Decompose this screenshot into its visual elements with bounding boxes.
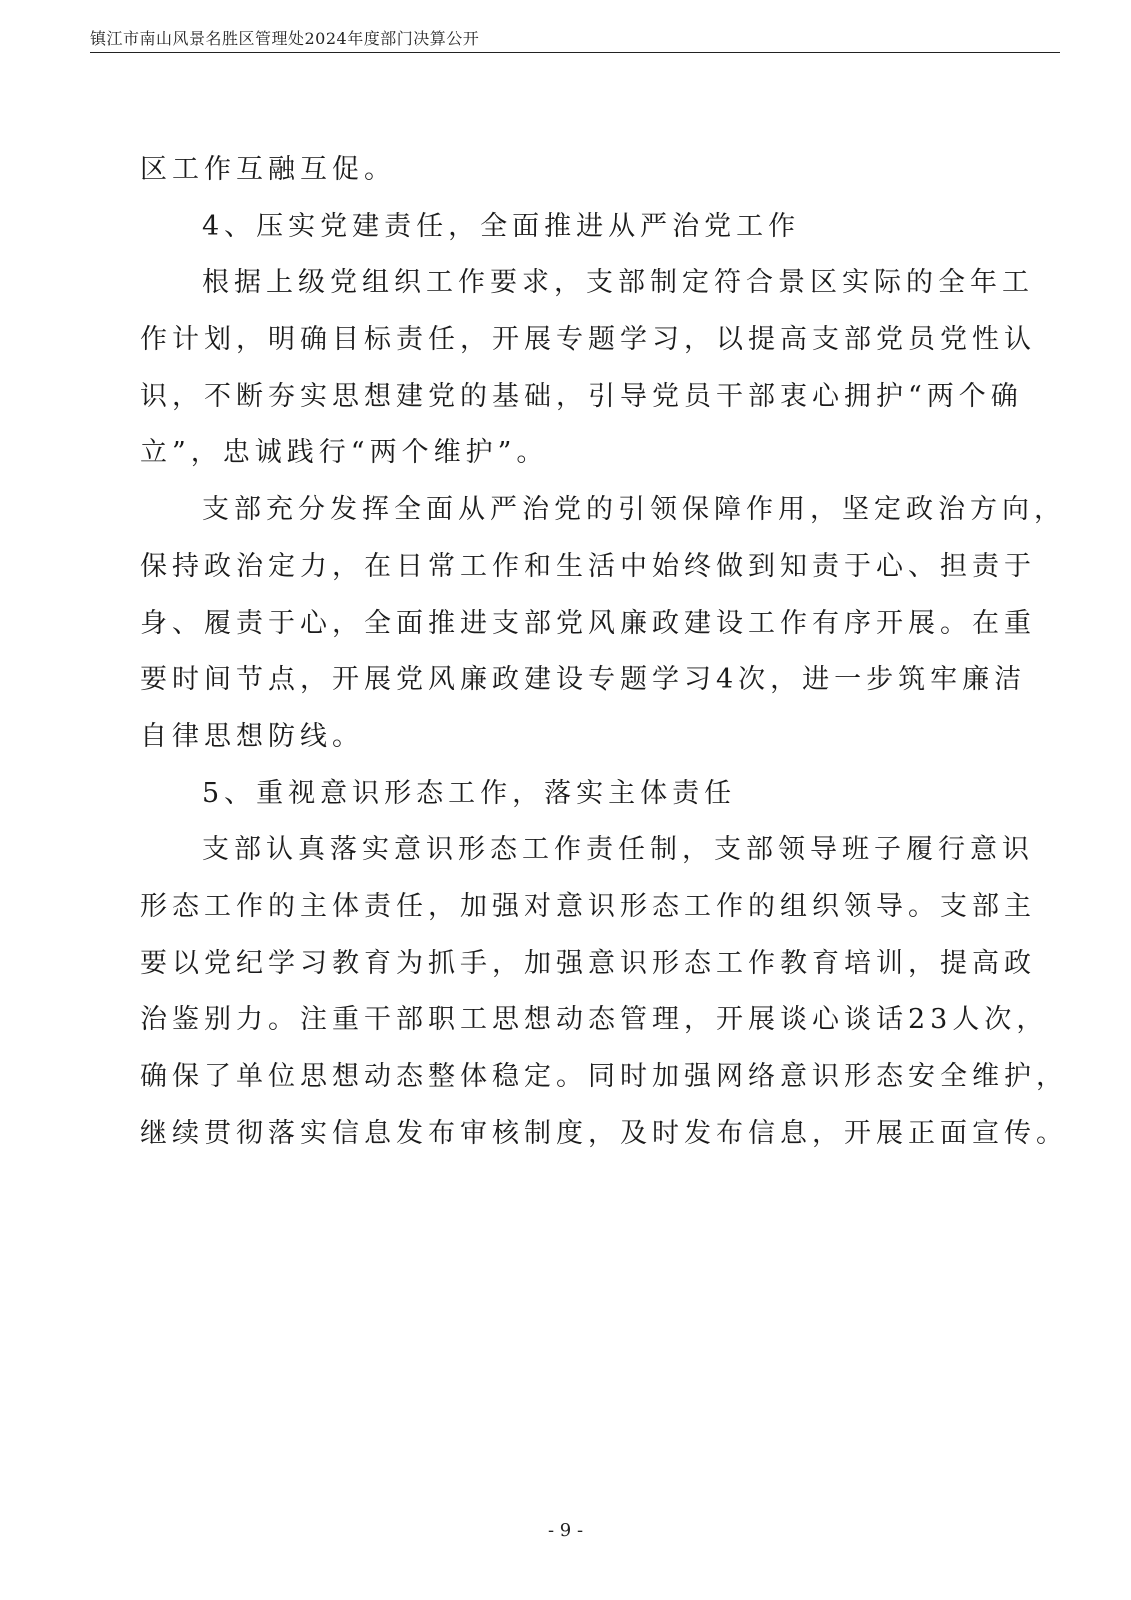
page-number: - 9 - xyxy=(547,1520,584,1541)
text-line: 区工作互融互促。 xyxy=(140,154,396,185)
text-line: 根据上级党组织工作要求，支部制定符合景区实际的全年工 xyxy=(202,267,1034,299)
text-line: 治鉴别力。注重干部职工思想动态管理，开展谈心谈话23人次， xyxy=(140,1004,1049,1036)
text-line: 作计划，明确目标责任，开展专题学习，以提高支部党员党性认 xyxy=(140,324,1036,356)
text-line: 自律思想防线。 xyxy=(140,720,364,752)
text-line: 要时间节点，开展党风廉政建设专题学习4次，进一步筑牢廉洁 xyxy=(140,664,1027,696)
text-line: 保持政治定力，在日常工作和生活中始终做到知责于心、担责于 xyxy=(140,550,1036,582)
page-header xyxy=(90,22,1060,53)
text-line: 支部充分发挥全面从严治党的引领保障作用，坚定政治方向， xyxy=(202,494,1066,526)
text-line: 立”，忠诚践行“两个维护”。 xyxy=(140,437,549,469)
text-line: 形态工作的主体责任，加强对意识形态工作的组织领导。支部主 xyxy=(140,890,1036,922)
header-title: 镇江市南山风景名胜区管理处2024年度部门决算公开 xyxy=(90,29,480,48)
text-line: 识，不断夯实思想建党的基础，引导党员干部衷心拥护“两个确 xyxy=(140,380,1023,412)
section-heading: 5、重视意识形态工作，落实主体责任 xyxy=(202,777,737,809)
text-line: 身、履责于心，全面推进支部党风廉政建设工作有序开展。在重 xyxy=(140,607,1036,639)
text-line: 支部认真落实意识形态工作责任制，支部领导班子履行意识 xyxy=(202,834,1034,866)
text-line: 继续贯彻落实信息发布审核制度，及时发布信息，开展正面宣传。 xyxy=(140,1117,1068,1149)
section-heading: 4、压实党建责任，全面推进从严治党工作 xyxy=(202,210,801,242)
body-text xyxy=(140,142,1068,1162)
text-line: 要以党纪学习教育为抓手，加强意识形态工作教育培训，提高政 xyxy=(140,947,1036,979)
text-line: 确保了单位思想动态整体稳定。同时加强网络意识形态安全维护， xyxy=(140,1061,1068,1092)
